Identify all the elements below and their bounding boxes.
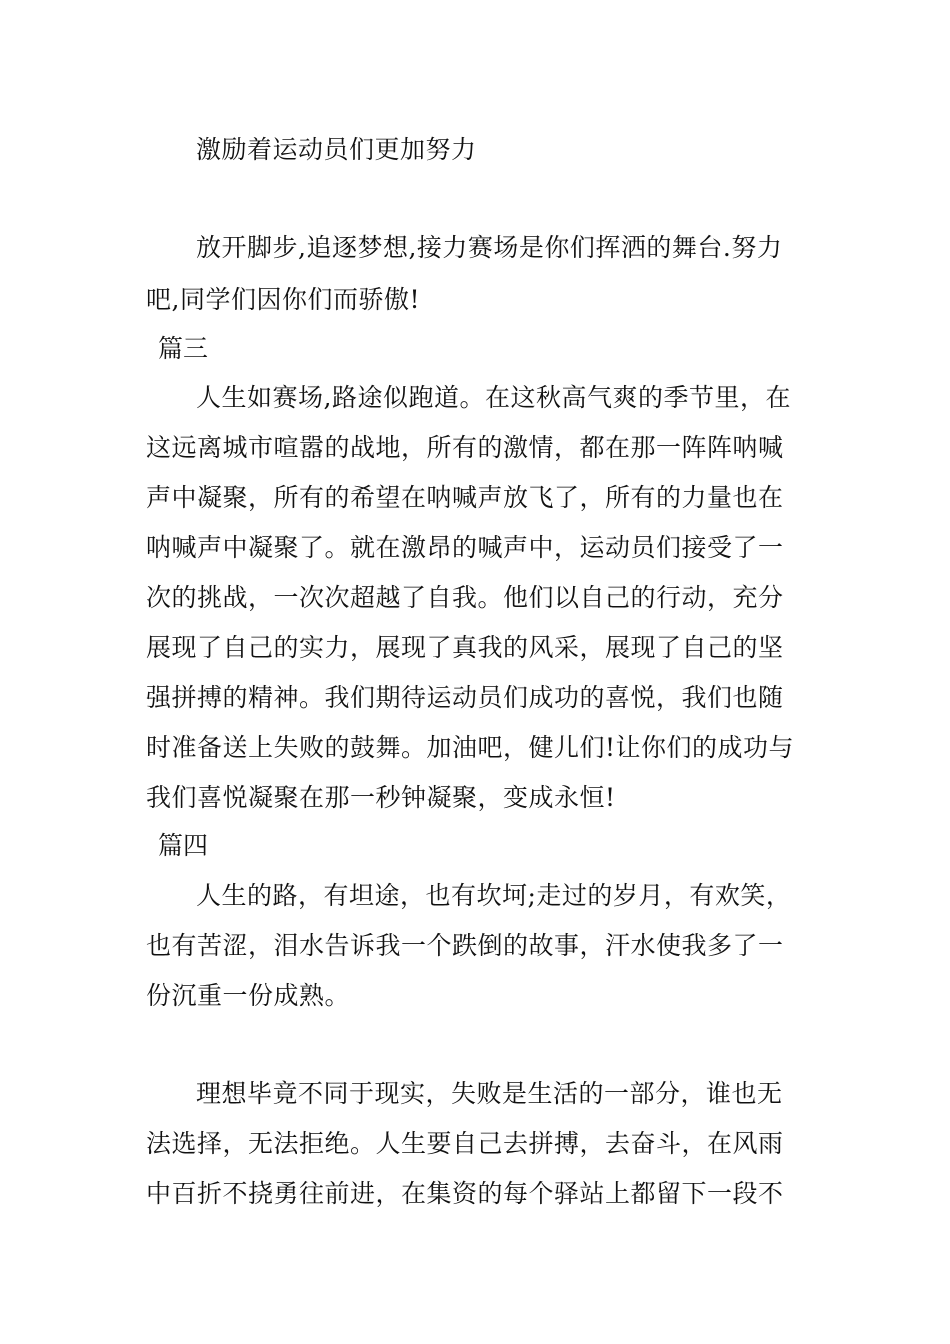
section-heading-3: 篇三 [158,334,209,363]
paragraph-line: 时准备送上失败的鼓舞。加油吧，健儿们!让你们的成功与 [146,733,795,762]
paragraph-line: 人生的路，有坦途，也有坎坷;走过的岁月，有欢笑， [196,881,792,910]
paragraph-line: 放开脚步,追逐梦想,接力赛场是你们挥洒的舞台.努力 [196,233,783,262]
intro-line: 激励着运动员们更加努力 [196,135,477,164]
paragraph-line: 人生如赛场,路途似跑道。在这秋高气爽的季节里，在 [196,383,791,412]
paragraph-line: 份沉重一份成熟。 [146,981,351,1010]
paragraph-line: 吧,同学们因你们而骄傲! [146,285,420,314]
paragraph-line: 强拼搏的精神。我们期待运动员们成功的喜悦，我们也随 [146,683,784,712]
paragraph-line: 理想毕竟不同于现实，失败是生活的一部分，谁也无 [196,1079,783,1108]
section-heading-4: 篇四 [158,831,209,860]
paragraph-line: 展现了自己的实力，展现了真我的风采，展现了自己的坚 [146,633,784,662]
paragraph-line: 我们喜悦凝聚在那一秒钟凝聚，变成永恒! [146,783,616,812]
paragraph-line: 也有苦涩，泪水告诉我一个跌倒的故事，汗水使我多了一 [146,931,784,960]
paragraph-line: 声中凝聚，所有的希望在呐喊声放飞了，所有的力量也在 [146,483,784,512]
paragraph-line: 次的挑战，一次次超越了自我。他们以自己的行动，充分 [146,583,784,612]
paragraph-line: 中百折不挠勇往前进，在集资的每个驿站上都留下一段不 [146,1179,784,1208]
paragraph-line: 呐喊声中凝聚了。就在激昂的喊声中，运动员们接受了一 [146,533,784,562]
paragraph-line: 这远离城市喧嚣的战地，所有的激情，都在那一阵阵呐喊 [146,433,784,462]
paragraph-line: 法选择，无法拒绝。人生要自己去拼搏，去奋斗，在风雨 [146,1129,784,1158]
